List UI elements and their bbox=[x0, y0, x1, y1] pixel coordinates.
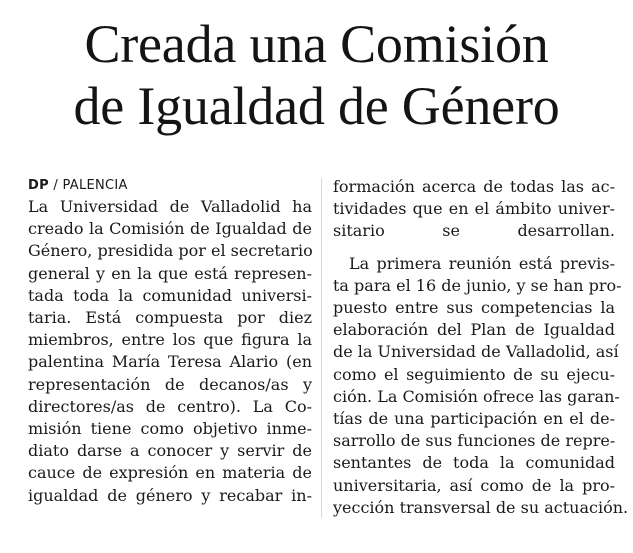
body-line: tividades que en el ámbito univer- bbox=[333, 199, 615, 219]
body-line: La primera reunión está previs- bbox=[349, 253, 615, 273]
body-line: formación acerca de todas las ac- bbox=[333, 177, 615, 196]
body-line: sitario se desarrollan. bbox=[333, 221, 615, 241]
body-line: creado la Comisión de Igualdad de bbox=[28, 219, 312, 239]
body-line: sentantes de toda la comunidad bbox=[333, 453, 615, 473]
body-line: de la Universidad de Valladolid, así bbox=[333, 342, 619, 362]
body-line: yección transversal de su actuación. bbox=[333, 497, 629, 517]
body-line: Género, presidida por el secretario bbox=[28, 241, 313, 261]
body-line: igualdad de género y recabar in- bbox=[28, 485, 312, 505]
body-line: ción. La Comisión ofrece las garan- bbox=[333, 386, 620, 406]
body-line: cauce de expresión en materia de bbox=[28, 463, 312, 483]
headline bbox=[0, 14, 633, 137]
body-line: ta para el 16 de junio, y se han pro- bbox=[333, 275, 622, 295]
body-line: taria. Está compuesta por diez bbox=[28, 308, 312, 328]
byline-separator: / bbox=[48, 178, 63, 193]
article-column-right bbox=[333, 176, 629, 519]
body-line: palentina María Teresa Alario (en bbox=[28, 352, 312, 372]
body-line: tada toda la comunidad universi- bbox=[28, 285, 312, 305]
byline-location: PALENCIA bbox=[62, 178, 128, 193]
body-line: elaboración del Plan de Igualdad bbox=[333, 320, 615, 340]
byline bbox=[28, 176, 312, 196]
body-line: tías de una participación en el de- bbox=[333, 409, 615, 429]
body-line: sarrollo de sus funciones de repre- bbox=[333, 431, 616, 451]
column-divider bbox=[321, 178, 322, 518]
headline-line-1: Creada una Comisión bbox=[84, 14, 549, 74]
body-line: diato darse a conocer y servir de bbox=[28, 441, 312, 461]
body-line: como el seguimiento de su ejecu- bbox=[333, 364, 615, 384]
body-line: general y en la que está represen- bbox=[28, 263, 312, 283]
body-line: representación de decanos/as y bbox=[28, 374, 312, 394]
body-line: misión tiene como objetivo inme- bbox=[28, 419, 312, 439]
byline-agency: DP bbox=[28, 178, 49, 193]
body-line: La Universidad de Valladolid ha bbox=[28, 197, 312, 216]
body-line: directores/as de centro). La Co- bbox=[28, 396, 312, 416]
paragraph-gap bbox=[333, 243, 615, 253]
body-line: universitaria, así como de la pro- bbox=[333, 475, 615, 495]
body-line: miembros, entre los que figura la bbox=[28, 330, 312, 350]
headline-line-2: de Igualdad de Género bbox=[73, 75, 560, 136]
article-column-left bbox=[28, 176, 312, 507]
body-line: puesto entre sus competencias la bbox=[333, 298, 615, 318]
